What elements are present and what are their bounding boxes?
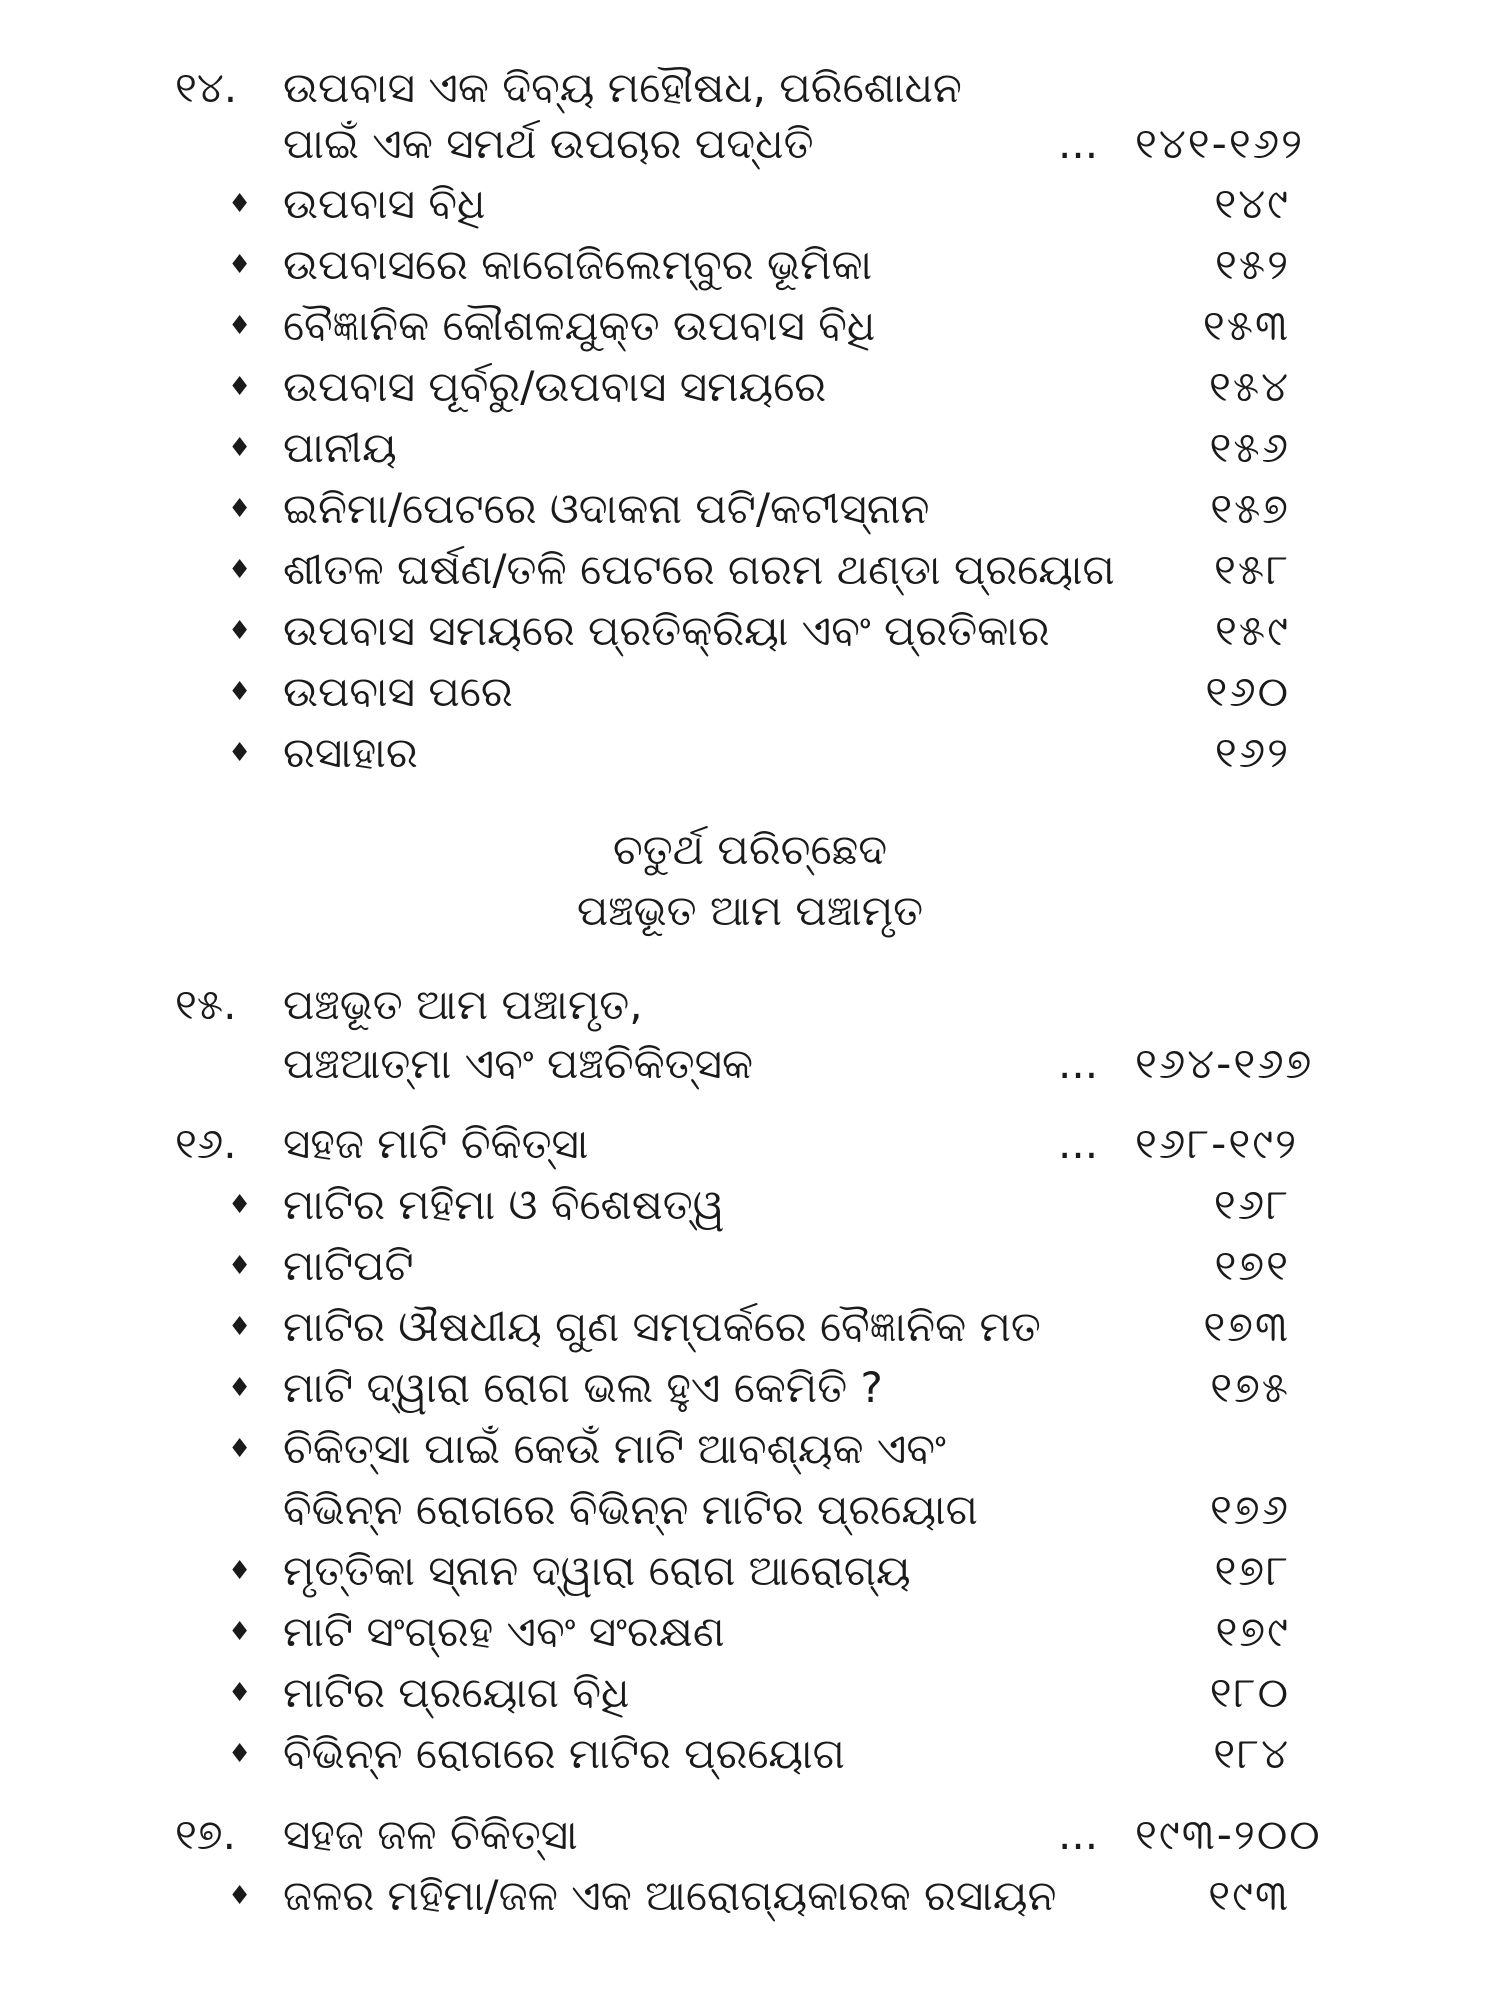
toc-subentry	[0, 603, 1500, 659]
page-number: ୧୫୬	[1209, 423, 1290, 472]
subentry-title: ମାଟିର ଔଷଧୀୟ ଗୁଣ ସମ୍ପର୍କରେ ବୈଜ୍ଞାନିକ ମତ	[283, 1302, 1041, 1351]
page-range: ୧୬୪-୧୬୭	[1135, 1039, 1314, 1088]
bullet-icon: ♦	[228, 1739, 252, 1769]
page-number: ୧୫୯	[1215, 606, 1290, 655]
page-number: ୧୫୭	[1210, 484, 1290, 533]
page-range: ୧୪୧-୧୬୨	[1135, 119, 1305, 168]
subentry-title: ମାଟି ସଂଗ୍ରହ ଏବଂ ସଂରକ୍ଷଣ	[283, 1607, 725, 1656]
subentry-title: ଉପବାସ ପୂର୍ବରୁ/ଉପବାସ ସମୟରେ	[283, 362, 827, 411]
dot-leader: ...	[1058, 1810, 1099, 1859]
toc-entry-14	[0, 60, 1500, 116]
page-number: ୧୭୧	[1214, 1241, 1290, 1290]
dot-leader: ...	[1058, 1119, 1099, 1168]
subentry-title: ଇନିମା/ପେଟରେ ଓଦାକନା ପଟି/କଟୀସ୍ନାନ	[283, 484, 930, 533]
toc-subentry	[0, 1665, 1500, 1721]
page-number: ୧୭୯	[1215, 1607, 1290, 1656]
toc-subentry	[0, 298, 1500, 354]
page-number: ୧୯୩	[1208, 1871, 1290, 1920]
toc-subentry-cont	[0, 1482, 1500, 1538]
subentry-title: ଶୀତଳ ଘର୍ଷଣ/ତଳି ପେଟରେ ଗରମ ଥଣ୍ଡା ପ୍ରୟୋଗ	[283, 545, 1115, 594]
toc-subentry	[0, 1726, 1500, 1782]
dot-leader: ...	[1058, 119, 1099, 168]
entry-title: ପଞ୍ଚଭୂତ ଆମ ପଞ୍ଚାମୃତ,	[283, 980, 643, 1029]
entry-title: ପାଇଁ ଏକ ସମର୍ଥ ଉପଚାର ପଦ୍ଧତି	[283, 119, 814, 168]
entry-title: ପଞ୍ଚଆତ୍ମା ଏବଂ ପଞ୍ଚଚିକିତ୍ସକ	[283, 1039, 754, 1088]
subentry-title: ଜଳର ମହିମା/ଜଳ ଏକ ଆରୋଗ୍ୟକାରକ ରସାୟନ	[283, 1871, 1057, 1920]
bullet-icon: ♦	[228, 1312, 252, 1342]
toc-subentry	[0, 237, 1500, 293]
toc-subentry	[0, 1177, 1500, 1233]
toc-subentry	[0, 1604, 1500, 1660]
page-range: ୧୬୮-୧୯୨	[1135, 1119, 1299, 1168]
entry-number: ୧୫.	[175, 980, 237, 1029]
page-number: ୧୬୦	[1205, 667, 1290, 716]
subentry-title: ଚିକିତ୍ସା ପାଇଁ କେଉଁ ମାଟି ଆବଶ୍ୟକ ଏବଂ	[283, 1424, 946, 1473]
toc-subentry	[0, 1543, 1500, 1599]
page-number: ୧୬୮	[1213, 1180, 1290, 1229]
page-range: ୧୯୩-୨୦୦	[1135, 1810, 1322, 1859]
bullet-icon: ♦	[228, 677, 252, 707]
dot-leader: ...	[1058, 1039, 1099, 1088]
page-number: ୧୭୮	[1214, 1546, 1290, 1595]
bullet-icon: ♦	[228, 189, 252, 219]
page-number: ୧୫୩	[1202, 301, 1290, 350]
bullet-icon: ♦	[228, 1617, 252, 1647]
entry-number: ୧୬.	[175, 1119, 237, 1168]
page-number: ୧୫୨	[1214, 240, 1290, 289]
subentry-title: ମାଟିପଟି	[283, 1241, 414, 1290]
page-number: ୧୭୩	[1203, 1302, 1290, 1351]
subentry-title: ଉପବାସରେ କାଗେଜିଲେମ୍ବୁର ଭୂମିକା	[283, 240, 873, 289]
bullet-icon: ♦	[228, 1373, 252, 1403]
subentry-title: ମାଟି ଦ୍ୱାରା ରୋଗ ଭଲ ହୁଏ କେମିତି ?	[283, 1363, 883, 1412]
bullet-icon: ♦	[228, 494, 252, 524]
subentry-title: ବୈଜ୍ଞାନିକ କୌଶଳଯୁକ୍ତ ଉପବାସ ବିଧି	[283, 301, 876, 350]
bullet-icon: ♦	[228, 1881, 252, 1911]
subentry-title: ରସାହାର	[283, 728, 418, 777]
entry-number: ୧୭.	[175, 1810, 236, 1859]
chapter-heading: ଚତୁର୍ଥ ପରିଚ୍ଛେଦ	[612, 825, 888, 874]
toc-subentry	[0, 420, 1500, 476]
toc-subentry	[0, 1299, 1500, 1355]
toc-subentry	[0, 1360, 1500, 1416]
bullet-icon: ♦	[228, 738, 252, 768]
toc-entry-14-cont	[0, 116, 1500, 172]
subentry-title: ବିଭିନ୍ନ ରୋଗରେ ମାଟିର ପ୍ରୟୋଗ	[283, 1729, 845, 1778]
page-number: ୧୪୯	[1214, 179, 1290, 228]
entry-title: ସହଜ ମାଟି ଚିକିତ୍ସା	[283, 1119, 589, 1168]
toc-entry-15	[0, 977, 1500, 1033]
subentry-title: ଉପବାସ ସମୟରେ ପ୍ରତିକ୍ରିୟା ଏବଂ ପ୍ରତିକାର	[283, 606, 1050, 655]
toc-entry-15-cont	[0, 1036, 1500, 1092]
toc-subentry	[0, 176, 1500, 232]
bullet-icon: ♦	[228, 250, 252, 280]
bullet-icon: ♦	[228, 1251, 252, 1281]
bullet-icon: ♦	[228, 311, 252, 341]
toc-subentry	[0, 542, 1500, 598]
bullet-icon: ♦	[228, 372, 252, 402]
page-number: ୧୬୨	[1214, 728, 1290, 777]
bullet-icon: ♦	[228, 616, 252, 646]
toc-entry-17	[0, 1807, 1500, 1863]
toc-subentry	[0, 1868, 1500, 1924]
toc-subentry	[0, 359, 1500, 415]
page-number: ୧୫୪	[1208, 362, 1290, 411]
subentry-title: ମାଟିର ପ୍ରୟୋଗ ବିଧି	[283, 1668, 630, 1717]
bullet-icon: ♦	[228, 1190, 252, 1220]
bullet-icon: ♦	[228, 433, 252, 463]
toc-subentry	[0, 664, 1500, 720]
subentry-title: ମାଟିର ମହିମା ଓ ବିଶେଷତ୍ୱ	[283, 1180, 725, 1229]
subentry-title: ଉପବାସ ପରେ	[283, 667, 513, 716]
page-number: ୧୭୬	[1210, 1485, 1290, 1534]
bullet-icon: ♦	[228, 555, 252, 585]
entry-title: ସହଜ ଜଳ ଚିକିତ୍ସା	[283, 1810, 578, 1859]
page-number: ୧୮୪	[1213, 1729, 1290, 1778]
toc-entry-16	[0, 1116, 1500, 1172]
toc-subentry	[0, 725, 1500, 781]
toc-subentry	[0, 1238, 1500, 1294]
subentry-title: ମୃତ୍ତିକା ସ୍ନାନ ଦ୍ୱାରା ରୋଗ ଆରୋଗ୍ୟ	[283, 1546, 911, 1595]
entry-title: ଉପବାସ ଏକ ଦିବ୍ୟ ମହୌଷଧ, ପରିଶୋଧନ	[283, 63, 962, 112]
bullet-icon: ♦	[228, 1556, 252, 1586]
subentry-title: ଉପବାସ ବିଧି	[283, 179, 486, 228]
bullet-icon: ♦	[228, 1434, 252, 1464]
toc-subentry	[0, 1421, 1500, 1477]
toc-subentry	[0, 481, 1500, 537]
subentry-title: ବିଭିନ୍ନ ରୋଗରେ ବିଭିନ୍ନ ମାଟିର ପ୍ରୟୋଗ	[283, 1485, 978, 1534]
subentry-title: ପାନୀୟ	[283, 423, 397, 472]
page-number: ୧୮୦	[1209, 1668, 1290, 1717]
entry-number: ୧୪.	[175, 63, 238, 112]
page-number: ୧୫୮	[1213, 545, 1290, 594]
bullet-icon: ♦	[228, 1678, 252, 1708]
chapter-subheading: ପଞ୍ଚଭୂତ ଆମ ପଞ୍ଚାମୃତ	[576, 886, 924, 935]
page-number: ୧୭୫	[1210, 1363, 1290, 1412]
